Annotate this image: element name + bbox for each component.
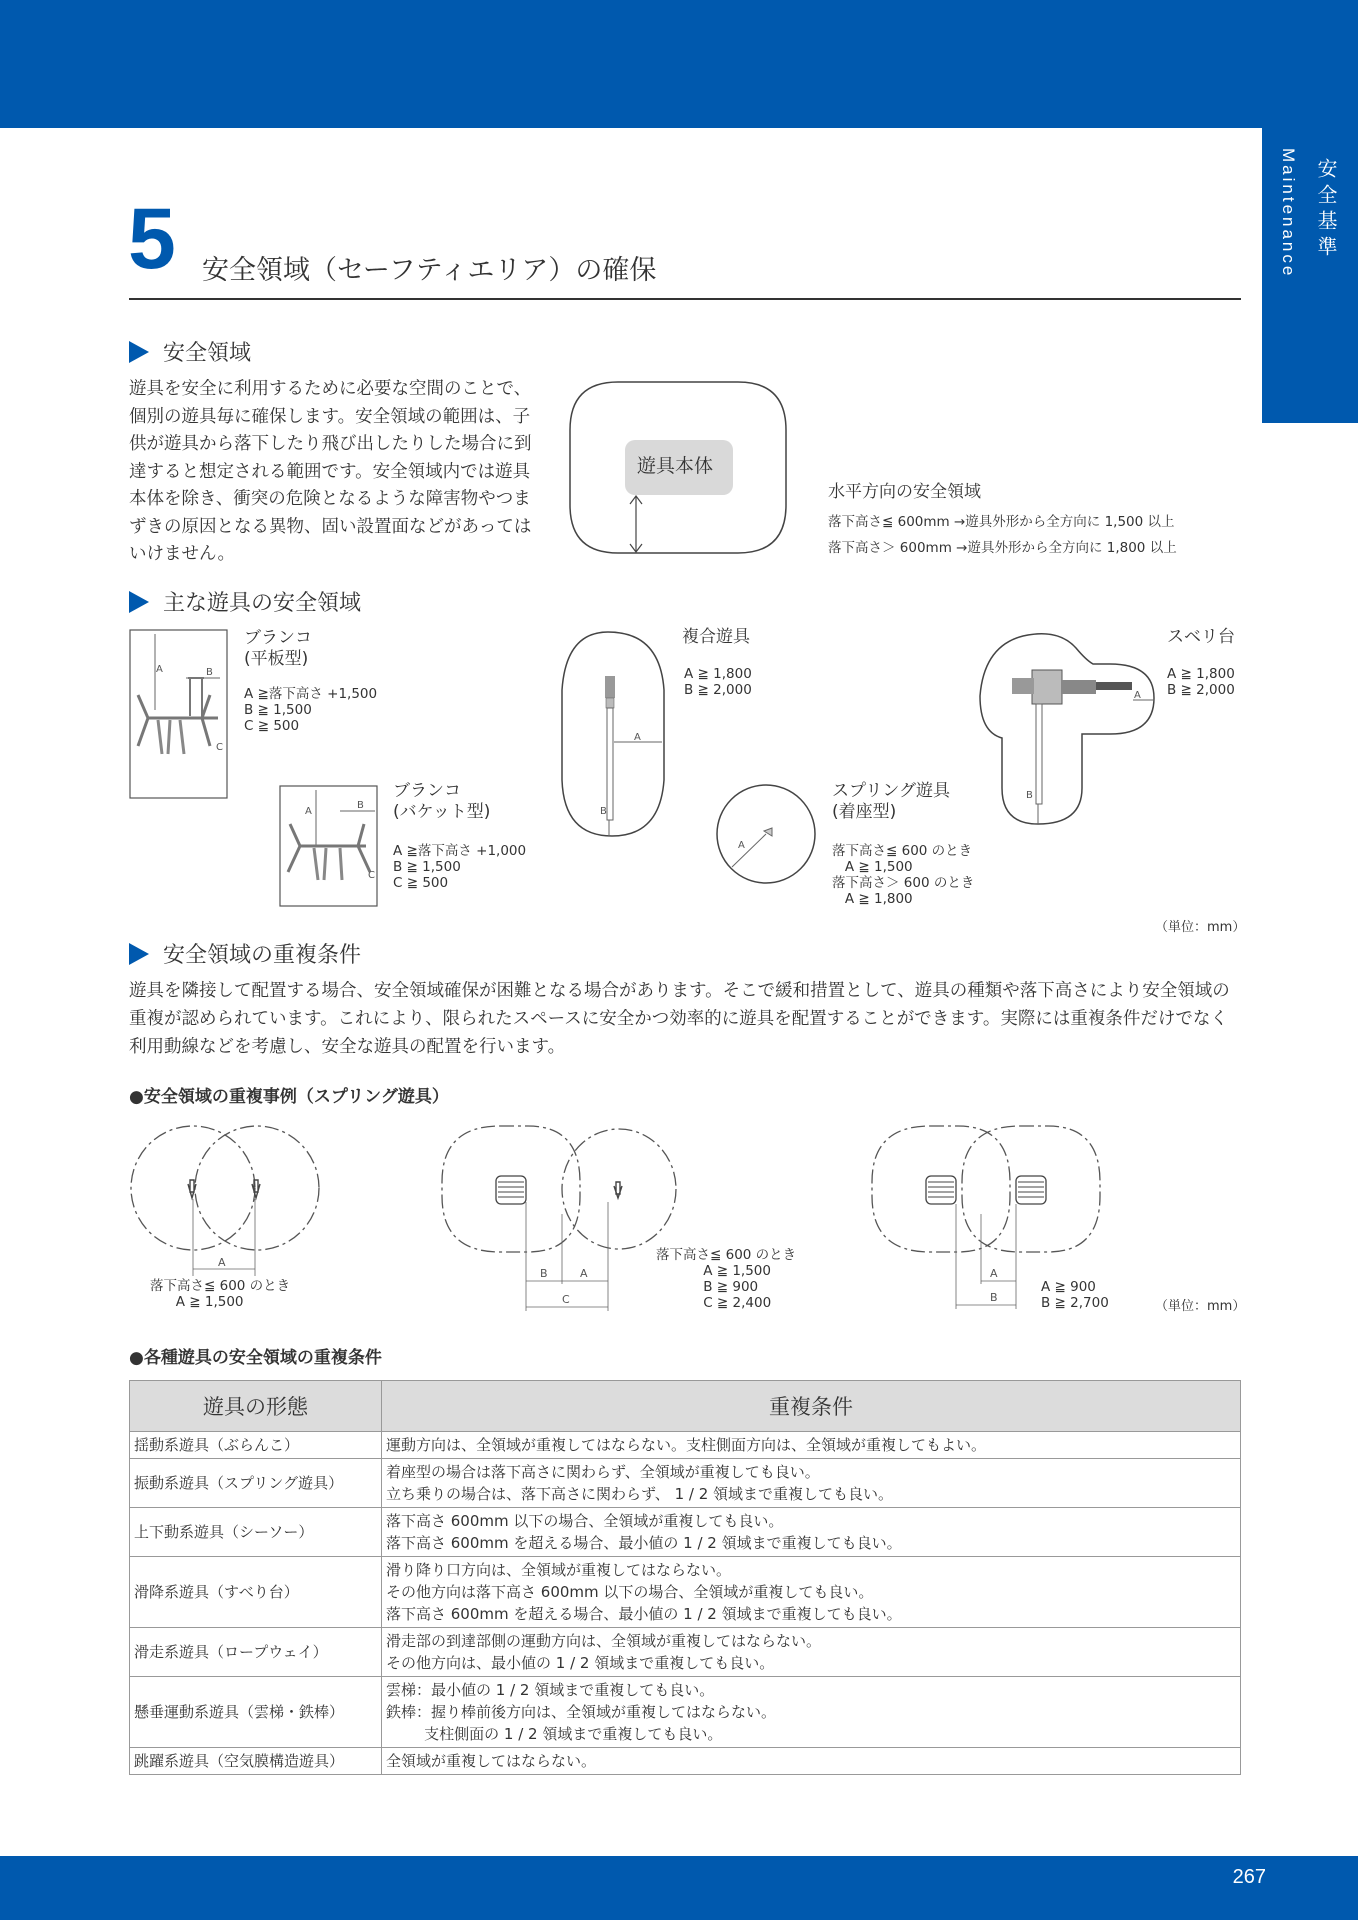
svg-text:C: C <box>216 742 223 753</box>
horizontal-area-rule-2: 落下高さ＞ 600mm →遊具外形から全方向に 1,800 以上 <box>828 540 1177 556</box>
overlap-text: 遊具を隣接して配置する場合、安全領域確保が困難となる場合があります。そこで緩和措置として、遊具の種類や落下高さにより安全領域の重複が認められています。これにより、限られたスペースに安全かつ効率的に遊具を配置することができます。実際には重複条件だけでなく利用動線などを考慮し、安全な遊具の配置を行います。 <box>129 981 1230 1057</box>
section-number: 5 <box>128 191 176 287</box>
swing-bucket-conditions: A ≧落下高さ +1,000 B ≧ 1,500 C ≧ 500 <box>393 843 527 891</box>
equipment-type-cell: 揺動系遊具（ぶらんこ） <box>130 1432 382 1459</box>
horizontal-area-title: 水平方向の安全領域 <box>828 482 981 502</box>
spring-name: スプリング遊具 (着座型) <box>832 781 950 822</box>
swing-bucket-diagram <box>280 786 380 908</box>
overlap-example-2-conditions: 落下高さ≦ 600 のとき A ≧ 1,500 B ≧ 900 C ≧ 2,400 <box>656 1247 797 1311</box>
equipment-type-cell: 滑降系遊具（すべり台） <box>130 1557 382 1628</box>
unit-label: （単位：mm） <box>1155 920 1246 935</box>
svg-text:A: A <box>156 664 163 675</box>
side-tab-english: Maintenance <box>1279 148 1298 279</box>
triangle-bullet-icon <box>129 341 149 363</box>
overlap-condition-cell <box>382 1557 1241 1628</box>
overlap-condition-cell <box>382 1677 1241 1748</box>
slide-conditions: A ≧ 1,800 B ≧ 2,000 <box>1167 666 1235 698</box>
table-row <box>130 1628 1241 1677</box>
safety-area-text: 遊具を安全に利用するために必要な空間のことで、個別の遊具毎に確保します。安全領域の範囲は、子供が遊具から落下したり飛び出したりした場合に到達すると想定される範囲です。安全領域内では遊具本体を除き、衝突の危険となるような障害物やつまずきの原因となる異物、固い設置面などがあってはいけません。 <box>129 379 532 564</box>
svg-text:C: C <box>368 870 375 881</box>
condition-line: その他方向は、最小値の 1 / 2 領域まで重複しても良い。 <box>386 1654 775 1672</box>
heading-safety-area: 安全領域 <box>129 336 251 367</box>
condition-line: 鉄棒：握り棒前後方向は、全領域が重複してはならない。 <box>386 1703 777 1721</box>
svg-text:B: B <box>990 1291 998 1304</box>
svg-text:A: A <box>634 732 641 743</box>
svg-text:A: A <box>1134 690 1141 701</box>
svg-text:A: A <box>218 1256 226 1269</box>
svg-text:B: B <box>540 1267 548 1280</box>
table-body <box>130 1432 1241 1775</box>
table-header-condition: 重複条件 <box>382 1381 1241 1432</box>
svg-text:A: A <box>990 1267 998 1280</box>
svg-text:B: B <box>357 800 364 811</box>
equipment-type-cell: 跳躍系遊具（空気膜構造遊具） <box>130 1748 382 1775</box>
overlap-example-3-conditions: A ≧ 900 B ≧ 2,700 <box>1041 1279 1109 1311</box>
slide-name: スベリ台 <box>1167 627 1235 647</box>
side-tab <box>1262 128 1358 423</box>
overlap-example-2-diagram <box>440 1124 680 1309</box>
overlap-table-heading: ●各種遊具の安全領域の重複条件 <box>129 1348 382 1368</box>
equipment-body-label: 遊具本体 <box>637 455 714 477</box>
table-row <box>130 1432 1241 1459</box>
equipment-type-cell: 上下動系遊具（シーソー） <box>130 1508 382 1557</box>
svg-text:A: A <box>305 806 312 817</box>
horizontal-area-rule-1: 落下高さ≦ 600mm →遊具外形から全方向に 1,500 以上 <box>828 514 1175 530</box>
header-bar <box>0 0 1358 128</box>
overlap-condition-cell <box>382 1748 1241 1775</box>
overlap-example-heading: ●安全領域の重複事例（スプリング遊具） <box>129 1087 449 1107</box>
table-row <box>130 1748 1241 1775</box>
condition-line: 着座型の場合は落下高さに関わらず、全領域が重複しても良い。 <box>386 1463 820 1481</box>
equipment-type-cell: 滑走系遊具（ロープウェイ） <box>130 1628 382 1677</box>
condition-line: 立ち乗りの場合は、落下高さに関わらず、 1 / 2 領域まで重複しても良い。 <box>386 1485 894 1503</box>
equipment-type-cell: 振動系遊具（スプリング遊具） <box>130 1459 382 1508</box>
svg-text:A: A <box>580 1267 588 1280</box>
combination-play-conditions: A ≧ 1,800 B ≧ 2,000 <box>684 666 752 698</box>
combination-play-diagram <box>560 630 670 838</box>
section-title: 安全領域（セーフティエリア）の確保 <box>202 255 657 286</box>
swing-flat-name: ブランコ (平板型) <box>244 628 312 669</box>
svg-text:C: C <box>562 1293 570 1306</box>
overlap-condition-cell <box>382 1432 1241 1459</box>
swing-bucket-name: ブランコ (バケット型) <box>393 781 491 822</box>
triangle-bullet-icon <box>129 943 149 965</box>
condition-line: 雲梯：最小値の 1 / 2 領域まで重複しても良い。 <box>386 1681 715 1699</box>
condition-line: 落下高さ 600mm 以下の場合、全領域が重複しても良い。 <box>386 1512 784 1530</box>
heading-overlap: 安全領域の重複条件 <box>129 938 361 969</box>
title-rule <box>129 298 1241 300</box>
table-header-type: 遊具の形態 <box>130 1381 382 1432</box>
triangle-bullet-icon <box>129 591 149 613</box>
condition-line: 滑走部の到達部側の運動方向は、全領域が重複してはならない。 <box>386 1632 822 1650</box>
combination-play-name: 複合遊具 <box>682 627 750 647</box>
condition-line: その他方向は落下高さ 600mm 以下の場合、全領域が重複しても良い。 <box>386 1583 874 1601</box>
spring-conditions: 落下高さ≦ 600 のとき A ≧ 1,500 落下高さ＞ 600 のとき A ≧ 1,800 <box>832 843 975 907</box>
overlap-condition-cell <box>382 1628 1241 1677</box>
condition-line: 運動方向は、全領域が重複してはならない。支柱側面方向は、全領域が重複してもよい。 <box>386 1436 987 1454</box>
condition-line: 全領域が重複してはならない。 <box>386 1752 597 1770</box>
swing-flat-diagram <box>130 630 230 800</box>
overlap-condition-cell <box>382 1508 1241 1557</box>
side-tab-label: 安全基準 <box>1314 158 1338 262</box>
footer-bar <box>0 1856 1358 1920</box>
svg-text:B: B <box>206 667 213 678</box>
swing-flat-conditions: A ≧落下高さ +1,500 B ≧ 1,500 C ≧ 500 <box>244 686 378 734</box>
slide-diagram <box>978 630 1158 826</box>
svg-text:B: B <box>1026 790 1033 801</box>
table-row <box>130 1677 1241 1748</box>
overlap-conditions-table <box>129 1380 1241 1775</box>
spring-diagram <box>716 784 816 884</box>
table-row <box>130 1557 1241 1628</box>
table-row <box>130 1508 1241 1557</box>
overlap-example-1-diagram <box>130 1124 322 1269</box>
condition-line: 滑り降り口方向は、全領域が重複してはならない。 <box>386 1561 732 1579</box>
table-row <box>130 1459 1241 1508</box>
overlap-example-1-conditions: 落下高さ≦ 600 のとき A ≧ 1,500 <box>150 1278 291 1310</box>
condition-line: 落下高さ 600mm を超える場合、最小値の 1 / 2 領域まで重複しても良い。 <box>386 1534 902 1552</box>
svg-text:A: A <box>738 840 745 851</box>
condition-line: 落下高さ 600mm を超える場合、最小値の 1 / 2 領域まで重複しても良い。 <box>386 1605 902 1623</box>
condition-line: 支柱側面の 1 / 2 領域まで重複しても良い。 <box>386 1725 723 1743</box>
overlap-unit-label: （単位：mm） <box>1155 1299 1246 1314</box>
svg-text:B: B <box>600 806 607 817</box>
page-number: 267 <box>1232 1866 1266 1888</box>
overlap-condition-cell <box>382 1459 1241 1508</box>
equipment-type-cell: 懸垂運動系遊具（雲梯・鉄棒） <box>130 1677 382 1748</box>
heading-main-equipment: 主な遊具の安全領域 <box>129 586 361 617</box>
